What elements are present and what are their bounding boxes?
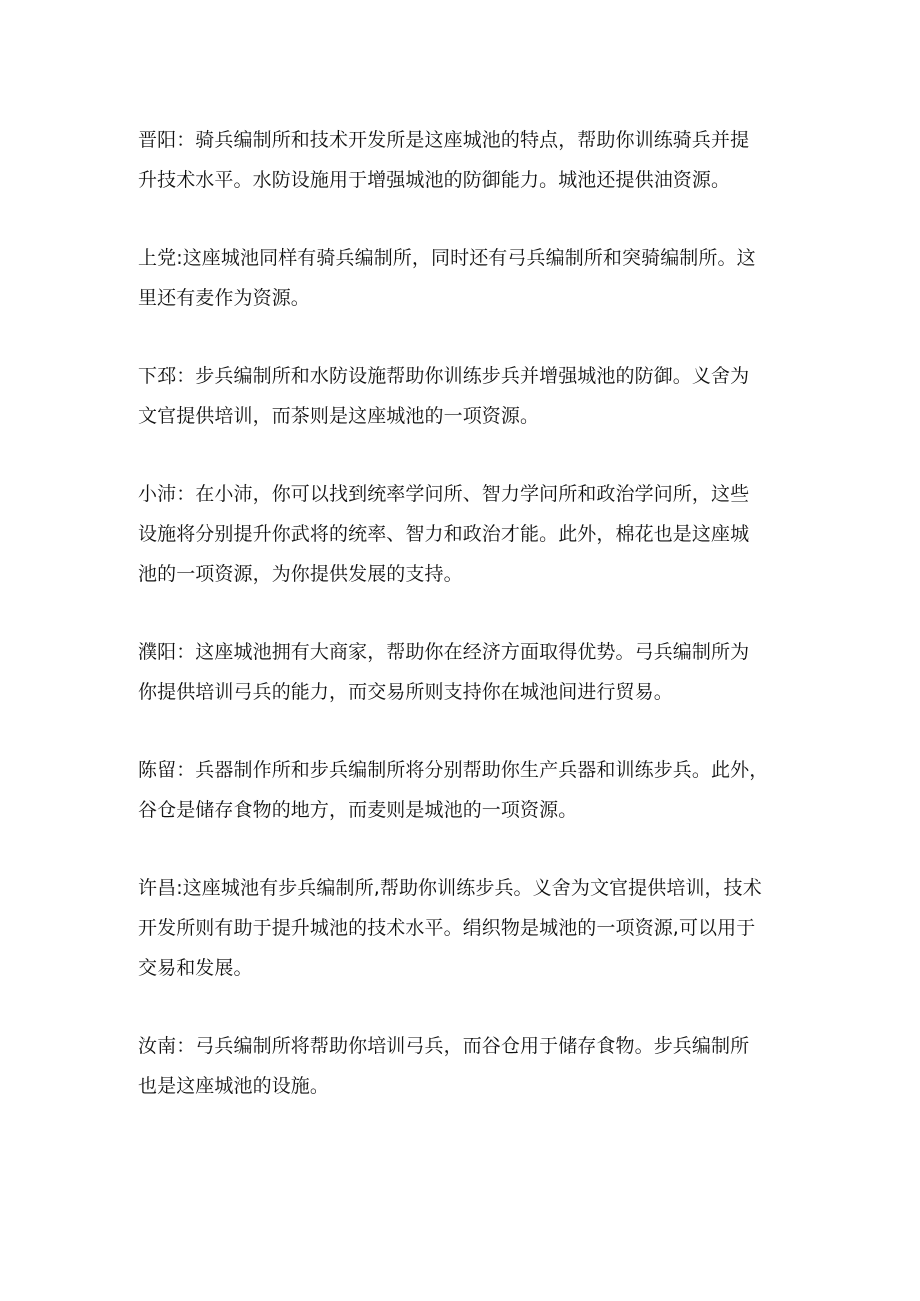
paragraph-line: 交易和发展。 xyxy=(138,957,253,979)
paragraph-line: 晋阳：骑兵编制所和技术开发所是这座城池的特点，帮助你训练骑兵并提 xyxy=(138,129,750,151)
document-body xyxy=(138,120,788,1144)
paragraph-line: 升技术水平。水防设施用于增强城池的防御能力。城池还提供油资源。 xyxy=(138,169,731,191)
paragraph-line: 开发所则有助于提升城池的技术水平。绢织物是城池的一项资源,可以用于 xyxy=(138,917,756,939)
paragraph-line: 谷仓是储存食物的地方，而麦则是城池的一项资源。 xyxy=(138,799,578,821)
paragraph-chenliu xyxy=(138,750,788,830)
paragraph-line: 也是这座城池的设施。 xyxy=(138,1075,330,1097)
paragraph-puyang xyxy=(138,632,788,712)
paragraph-line: 你提供培训弓兵的能力，而交易所则支持你在城池间进行贸易。 xyxy=(138,681,673,703)
paragraph-line: 许昌:这座城池有步兵编制所,帮助你训练步兵。义舍为文官提供培训，技术 xyxy=(138,877,762,899)
paragraph-runan xyxy=(138,1026,788,1106)
paragraph-jinyang xyxy=(138,120,788,200)
paragraph-line: 陈留：兵器制作所和步兵编制所将分别帮助你生产兵器和训练步兵。此外， xyxy=(138,759,769,781)
paragraph-line: 小沛：在小沛，你可以找到统率学问所、智力学问所和政治学问所，这些 xyxy=(138,483,750,505)
paragraph-line: 池的一项资源，为你提供发展的支持。 xyxy=(138,563,463,585)
paragraph-line: 文官提供培训，而茶则是这座城池的一项资源。 xyxy=(138,405,540,427)
paragraph-line: 上党:这座城池同样有骑兵编制所，同时还有弓兵编制所和突骑编制所。这 xyxy=(138,247,756,269)
paragraph-line: 汝南：弓兵编制所将帮助你培训弓兵，而谷仓用于储存食物。步兵编制所 xyxy=(138,1035,750,1057)
paragraph-xiaopei xyxy=(138,474,788,594)
paragraph-xuchang xyxy=(138,868,788,988)
paragraph-line: 濮阳：这座城池拥有大商家，帮助你在经济方面取得优势。弓兵编制所为 xyxy=(138,641,750,663)
paragraph-line: 设施将分别提升你武将的统率、智力和政治才能。此外，棉花也是这座城 xyxy=(138,523,750,545)
paragraph-line: 下邳：步兵编制所和水防设施帮助你训练步兵并增强城池的防御。义舍为 xyxy=(138,365,750,387)
paragraph-line: 里还有麦作为资源。 xyxy=(138,287,310,309)
paragraph-shangdang xyxy=(138,238,788,318)
paragraph-xiapi xyxy=(138,356,788,436)
